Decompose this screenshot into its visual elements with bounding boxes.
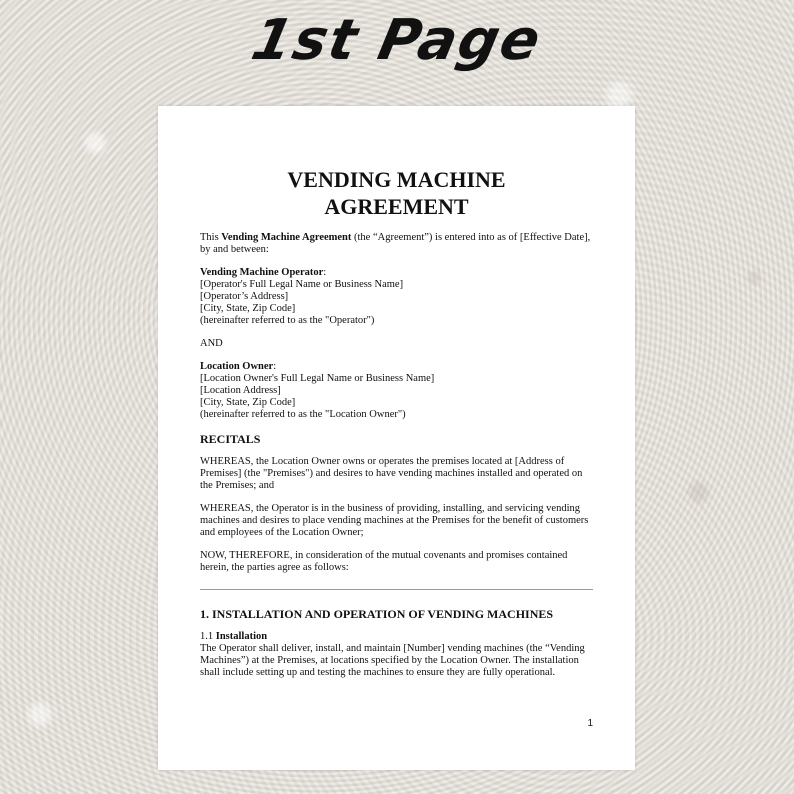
- owner-block: [200, 361, 593, 421]
- owner-line: [Location Owner's Full Legal Name or Business Name]: [200, 373, 435, 384]
- document-page: [158, 106, 635, 770]
- owner-line: [Location Address]: [200, 385, 281, 396]
- owner-line: [City, State, Zip Code]: [200, 397, 296, 408]
- recital-paragraph: NOW, THEREFORE, in consideration of the mutual covenants and promises contained herein, the parties agree as follows:: [200, 550, 568, 573]
- subsection-number: 1.1: [200, 631, 216, 642]
- operator-line: [City, State, Zip Code]: [200, 303, 296, 314]
- subsection-title: Installation: [215, 631, 268, 642]
- and-text: AND: [200, 338, 223, 349]
- section-1-1: [200, 631, 593, 679]
- intro-post: (the “Agreement”) is entered into as of [Effective Date], by and between:: [200, 232, 591, 255]
- operator-heading: Vending Machine Operator: [200, 267, 324, 278]
- recital-paragraph: WHEREAS, the Operator is in the business of providing, installing, and servicing vending machines and desires to place vending machines at the Premises for the benefit of customers and employees of the Location Owner;: [200, 503, 589, 538]
- document-title: [200, 166, 593, 220]
- operator-block: [200, 267, 593, 327]
- operator-line: [Operator’s Address]: [200, 291, 289, 302]
- intro-bold: Vending Machine Agreement: [221, 232, 352, 243]
- recitals-heading: RECITALS: [200, 432, 261, 446]
- title-line-2: AGREEMENT: [324, 194, 469, 219]
- intro-paragraph: [200, 232, 593, 256]
- operator-line: [Operator's Full Legal Name or Business Name]: [200, 279, 404, 290]
- owner-heading-suffix: :: [273, 361, 277, 372]
- intro-pre: This: [200, 232, 222, 243]
- operator-heading-suffix: :: [323, 267, 327, 278]
- title-line-1: VENDING MACHINE: [287, 167, 506, 192]
- banner-title: 1st Page: [246, 8, 548, 73]
- section-divider: [200, 589, 593, 590]
- page-number: 1: [587, 718, 593, 729]
- owner-heading: Location Owner: [200, 361, 274, 372]
- recital-paragraph: WHEREAS, the Location Owner owns or operates the premises located at [Address of Premises] (the "Premises") and desires to have vending machines installed and operated on the Premises; and: [200, 456, 583, 491]
- owner-line: (hereinafter referred to as the "Location Owner"): [200, 409, 406, 420]
- section-1-heading: 1. INSTALLATION AND OPERATION OF VENDING MACHINES: [200, 607, 554, 621]
- operator-line: (hereinafter referred to as the "Operator"): [200, 315, 375, 326]
- subsection-body: The Operator shall deliver, install, and maintain [Number] vending machines (the “Vending Machines”) at the Premises, at locations specified by the Location Owner. The installation shall include setting up and testing the machines to ensure they are fully operational.: [200, 643, 585, 678]
